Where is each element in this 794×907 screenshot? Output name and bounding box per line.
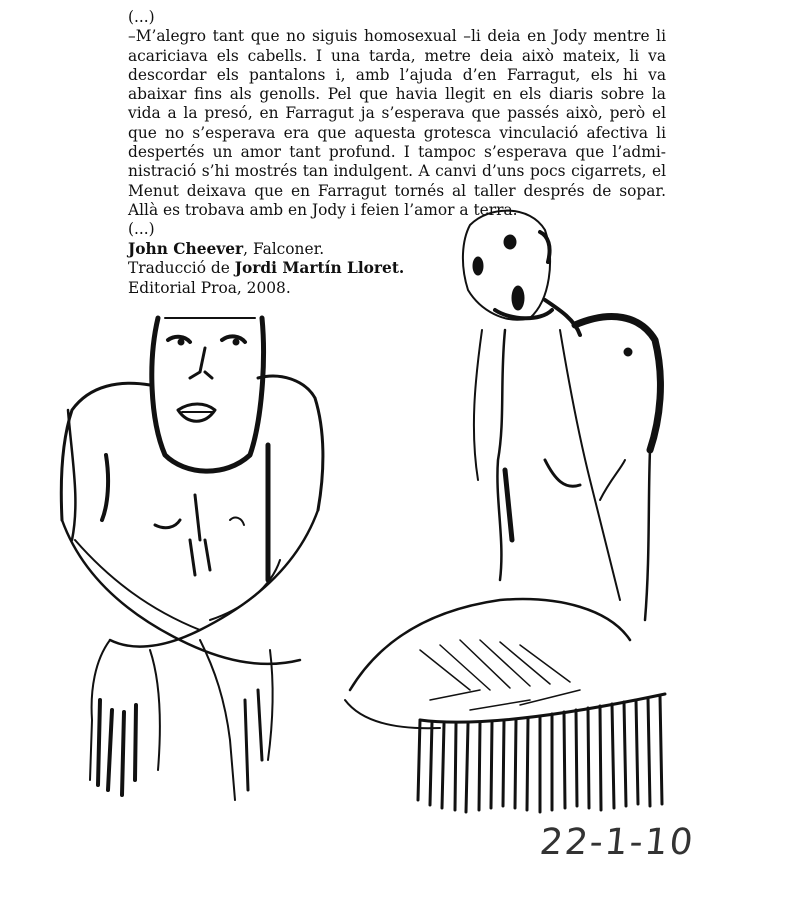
citation-translator: Jordi Martín Lloret. [234, 259, 405, 278]
left-figure [61, 318, 323, 800]
handwritten-date: 22-1-10 [537, 822, 697, 863]
excerpt-paragraph: –M’alegro tant que no siguis homosexual –li deia en Jody mentre li acariciava els cabells. I una tarda, metre deia això mateix, li va descordar els pantalons i, amb l’ajuda d’en Farragut, els hi va abaixar fins als genolls. Pel que havia llegit en els diaris sobre la vida a la presó, en Farragut ja s’esperava que passés això, però el que no s’esperava era que aquesta grotesca vinculació afectiva li despertés un amor tant profund. I tampoc s’esperava que l’administració s’hi mostrés tan indulgent. A canvi d’uns pocs cigarrets, el Menut deixava que en Farragut tornés al taller després de sopar. Allà es trobava amb en Jody i feien l’amor a terra. [128, 27, 666, 219]
right-figure [345, 211, 665, 812]
excerpt-ellipsis-top: (...) [128, 8, 155, 26]
citation-translation-prefix: Traducció de [128, 259, 235, 278]
citation-publisher: Editorial Proa, 2008. [128, 278, 291, 297]
citation-work: , Falconer. [243, 240, 325, 258]
excerpt-ellipsis-bottom: (...) [128, 220, 155, 239]
citation-author: John Cheever [128, 240, 244, 258]
